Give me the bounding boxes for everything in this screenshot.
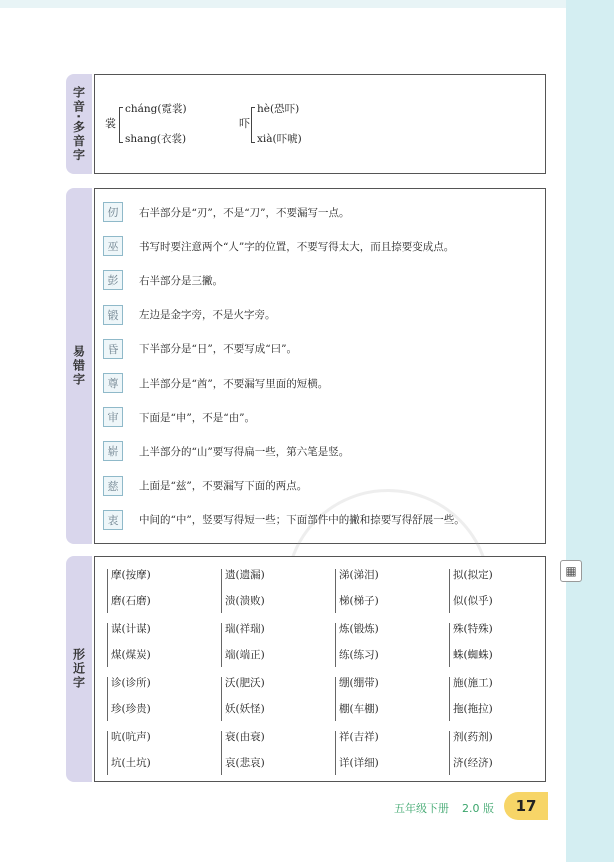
group-bar bbox=[449, 623, 450, 667]
similar-word: 棚(车棚) bbox=[339, 703, 379, 715]
similar-word: 炼(锻炼) bbox=[339, 623, 379, 635]
polyphone-char: 裳 bbox=[105, 117, 116, 130]
similar-word: 衰(由衰) bbox=[225, 731, 265, 743]
reading: hè(恐吓) bbox=[257, 103, 300, 115]
similar-word: 沃(肥沃) bbox=[225, 677, 265, 689]
error-char: 慈 bbox=[103, 476, 123, 496]
group-bar bbox=[107, 569, 108, 613]
similar-word: 剂(药剂) bbox=[453, 731, 493, 743]
similar-word: 吭(吭声) bbox=[111, 731, 151, 743]
similar-word: 蛛(蜘蛛) bbox=[453, 649, 493, 661]
pronunciation-box bbox=[94, 74, 546, 174]
similar-word: 瑞(祥瑞) bbox=[225, 623, 265, 635]
group-bar bbox=[449, 677, 450, 721]
tab-similar bbox=[66, 556, 92, 782]
similar-word: 祥(吉祥) bbox=[339, 731, 379, 743]
error-char: 彭 bbox=[103, 270, 123, 290]
error-char: 锻 bbox=[103, 305, 123, 325]
qr-icon[interactable]: ▦ bbox=[560, 560, 582, 582]
error-note: 上面是“兹”，不要漏写下面的两点。 bbox=[139, 480, 308, 493]
error-note: 下面是“申”，不是“由”。 bbox=[139, 411, 255, 424]
similar-word: 哀(悲哀) bbox=[225, 757, 265, 769]
error-note: 下半部分是“日”，不要写成“曰”。 bbox=[139, 343, 297, 356]
error-item bbox=[103, 235, 454, 257]
similar-word: 诊(诊所) bbox=[111, 677, 151, 689]
group-bar bbox=[221, 569, 222, 613]
version-label: 2.0 版 bbox=[462, 802, 494, 815]
error-item bbox=[103, 372, 328, 394]
page-number: 17 bbox=[504, 792, 548, 820]
error-note: 中间的“中”，竖要写得短一些；下面部件中的撇和捺要写得舒展一些。 bbox=[139, 514, 465, 527]
reading: xià(吓唬) bbox=[257, 133, 302, 145]
similar-word: 详(详细) bbox=[339, 757, 379, 769]
similar-box bbox=[94, 556, 546, 782]
similar-word: 济(经济) bbox=[453, 757, 493, 769]
error-char: 昏 bbox=[103, 339, 123, 359]
similar-word: 端(端正) bbox=[225, 649, 265, 661]
error-item bbox=[103, 269, 223, 291]
similar-word: 坑(土坑) bbox=[111, 757, 151, 769]
similar-word: 溃(溃败) bbox=[225, 595, 265, 607]
tab-label: 易错字 bbox=[71, 345, 86, 387]
error-item bbox=[103, 475, 307, 497]
similar-word: 拖(拖拉) bbox=[453, 703, 493, 715]
error-char: 巫 bbox=[103, 236, 123, 256]
error-item bbox=[103, 338, 297, 360]
polyphone-char: 吓 bbox=[239, 117, 250, 130]
similar-word: 遗(遗漏) bbox=[225, 569, 265, 581]
group-bar bbox=[221, 623, 222, 667]
similar-word: 煤(煤炭) bbox=[111, 649, 151, 661]
group-bar bbox=[335, 677, 336, 721]
error-note: 上半部分是“酋”，不要漏写里面的短横。 bbox=[139, 377, 329, 390]
reading: cháng(霓裳) bbox=[125, 103, 187, 115]
error-char: 审 bbox=[103, 407, 123, 427]
right-margin-strip bbox=[566, 0, 614, 862]
error-item bbox=[103, 201, 349, 223]
similar-word: 珍(珍贵) bbox=[111, 703, 151, 715]
error-note: 左边是金字旁，不是火字旁。 bbox=[139, 309, 276, 322]
similar-word: 施(施工) bbox=[453, 677, 493, 689]
error-item bbox=[103, 406, 255, 428]
reading: shang(衣裳) bbox=[125, 133, 187, 145]
group-bar bbox=[107, 677, 108, 721]
group-bar bbox=[449, 569, 450, 613]
error-char: 仞 bbox=[103, 202, 123, 222]
similar-word: 摩(按摩) bbox=[111, 569, 151, 581]
error-char: 崭 bbox=[103, 441, 123, 461]
error-note: 右半部分是三撇。 bbox=[139, 274, 223, 287]
group-bar bbox=[107, 731, 108, 775]
similar-word: 拟(拟定) bbox=[453, 569, 493, 581]
tab-errors bbox=[66, 188, 92, 544]
bracket bbox=[119, 107, 123, 143]
error-item bbox=[103, 440, 349, 462]
error-note: 书写时要注意两个“人”字的位置，不要写得太大，而且捺要变成点。 bbox=[139, 240, 455, 253]
tab-pronunciation bbox=[66, 74, 92, 174]
errors-box bbox=[94, 188, 546, 544]
similar-word: 绷(绷带) bbox=[339, 677, 379, 689]
top-band bbox=[0, 0, 614, 8]
error-item bbox=[103, 509, 465, 531]
group-bar bbox=[449, 731, 450, 775]
similar-word: 磨(石磨) bbox=[111, 595, 151, 607]
tab-label: 形近字 bbox=[71, 648, 86, 690]
error-char: 衷 bbox=[103, 510, 123, 530]
error-char: 尊 bbox=[103, 373, 123, 393]
group-bar bbox=[107, 623, 108, 667]
similar-word: 涕(涕泪) bbox=[339, 569, 379, 581]
similar-word: 梯(梯子) bbox=[339, 595, 379, 607]
group-bar bbox=[221, 677, 222, 721]
group-bar bbox=[335, 569, 336, 613]
error-note: 上半部分的“山”要写得扁一些，第六笔是竖。 bbox=[139, 445, 350, 458]
similar-word: 殊(特殊) bbox=[453, 623, 493, 635]
similar-word: 似(似乎) bbox=[453, 595, 493, 607]
error-note: 右半部分是“刃”，不是“刀”，不要漏写一点。 bbox=[139, 206, 350, 219]
group-bar bbox=[335, 731, 336, 775]
bracket bbox=[251, 107, 255, 143]
group-bar bbox=[221, 731, 222, 775]
grade-label: 五年级下册 bbox=[394, 802, 449, 815]
group-bar bbox=[335, 623, 336, 667]
tab-label: 字音·多音字 bbox=[71, 85, 86, 163]
error-item bbox=[103, 304, 276, 326]
similar-word: 练(练习) bbox=[339, 649, 379, 661]
similar-word: 谋(计谋) bbox=[111, 623, 151, 635]
similar-word: 妖(妖怪) bbox=[225, 703, 265, 715]
